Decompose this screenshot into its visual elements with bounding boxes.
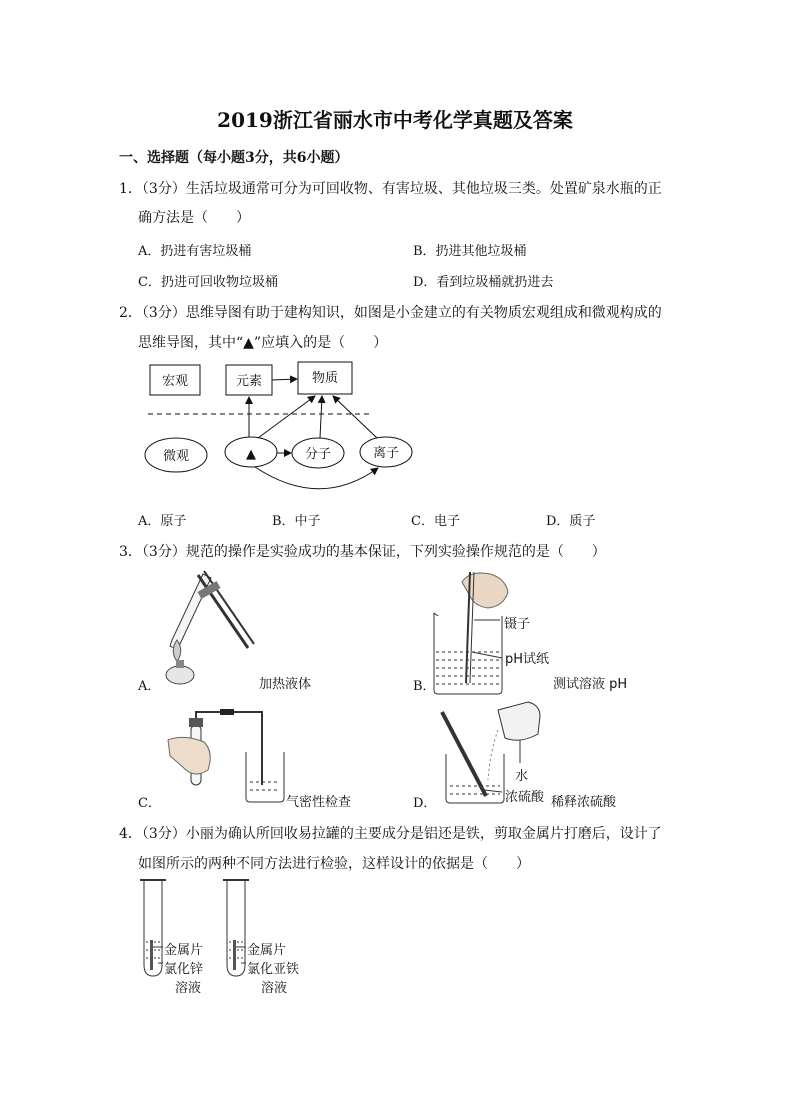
page-title: 2019浙江省丽水市中考化学真题及答案 xyxy=(217,108,573,132)
q3d-label-conc-acid: 浓硫酸 xyxy=(505,790,545,805)
q2-option-b: B．中子 xyxy=(272,514,321,529)
triangle-label: ▲ xyxy=(246,447,256,462)
q3b-label-tweezers: 镊子 xyxy=(504,617,531,632)
q2-option-d: D．质子 xyxy=(546,514,596,529)
q3d-label-water: 水 xyxy=(515,769,529,784)
q3-option-d-caption: 稀释浓硫酸 xyxy=(551,795,617,810)
q2-stem-line2: 思维导图，其中“▲”应填入的是（ ） xyxy=(138,335,388,351)
q2-option-c: C．电子 xyxy=(411,514,460,529)
micro-label: 微观 xyxy=(162,449,190,464)
q1-option-a: A．扔进有害垃圾桶 xyxy=(138,244,252,259)
q1-option-b: B．扔进其他垃圾桶 xyxy=(413,244,527,259)
q4-tube1-label-metal: 金属片 xyxy=(164,943,204,958)
molecule-label: 分子 xyxy=(304,447,332,462)
q4-stem-line2: 如图所示的两种不同方法进行检验，这样设计的依据是（ ） xyxy=(138,856,530,872)
element-label: 元素 xyxy=(235,374,263,389)
q4-tube1-label-solution2: 溶液 xyxy=(175,981,202,996)
macro-label: 宏观 xyxy=(161,374,189,389)
q4-tube2-label-solution2: 溶液 xyxy=(261,981,288,996)
q2-option-a: A．原子 xyxy=(138,514,187,529)
q2-stem-line1: 2．（3分）思维导图有助于建构知识，如图是小金建立的有关物质宏观组成和微观构成的 xyxy=(119,305,662,321)
q4-tube2-label-solution: 氯化亚铁 xyxy=(247,962,300,977)
section-heading: 一、选择题（每小题3分，共6小题） xyxy=(119,150,349,166)
q3-option-b-caption: 测试溶液 pH xyxy=(553,677,628,692)
q4-tube1-label-solution: 氯化锌 xyxy=(164,962,204,977)
q1-stem-line1: 1．（3分）生活垃圾通常可分为可回收物、有害垃圾、其他垃圾三类。处置矿泉水瓶的正 xyxy=(119,181,662,197)
substance-label: 物质 xyxy=(311,371,339,386)
q3-option-a-caption: 加热液体 xyxy=(259,677,312,692)
ion-label: 离子 xyxy=(372,446,400,461)
q3-option-c-caption: 气密性检查 xyxy=(286,795,352,810)
q4-tube2-label-metal: 金属片 xyxy=(247,943,287,958)
q3-option-c-letter: C． xyxy=(138,796,161,811)
q1-stem-line2: 确方法是（ ） xyxy=(138,210,250,226)
q1-option-d: D．看到垃圾桶就扔进去 xyxy=(413,275,554,290)
q3-stem: 3．（3分）规范的操作是实验成功的基本保证，下列实验操作规范的是（ ） xyxy=(119,544,606,560)
q4-stem-line1: 4．（3分）小丽为确认所回收易拉罐的主要成分是铝还是铁，剪取金属片打磨后，设计了 xyxy=(119,826,662,842)
q3b-label-ph-paper: pH试纸 xyxy=(505,652,550,667)
q3-option-d-letter: D． xyxy=(413,796,437,811)
q3-option-a-letter: A． xyxy=(138,679,161,694)
q1-option-c: C．扔进可回收物垃圾桶 xyxy=(138,275,278,290)
q3-option-b-letter: B． xyxy=(413,679,436,694)
